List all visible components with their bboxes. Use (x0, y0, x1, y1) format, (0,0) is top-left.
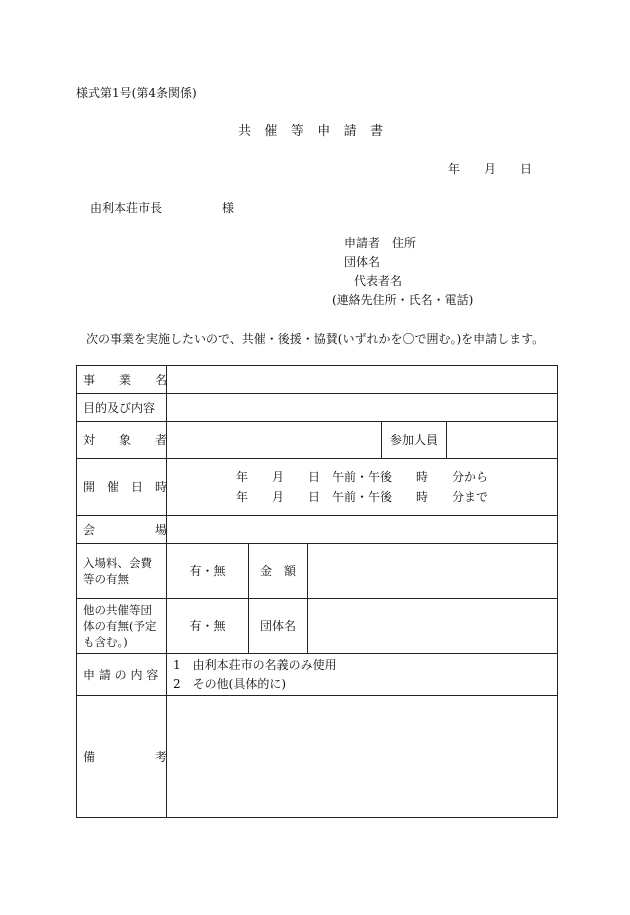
applicant-block (332, 234, 474, 310)
amount-field[interactable] (308, 544, 558, 599)
datetime-end: 年 月 日 午前・午後 時 分まで (236, 490, 489, 504)
amount-label: 金 額 (249, 544, 308, 599)
request-field[interactable] (167, 654, 558, 696)
addressee: 由利本荘市長 様 (90, 201, 235, 215)
row-datetime (77, 459, 558, 516)
intro-text: 次の事業を実施したいので、共催・後援・協賛(いずれかを〇で囲む。)を申請します。 (86, 332, 545, 346)
participants-field[interactable] (447, 422, 558, 459)
remarks-label: 備 考 (77, 696, 167, 818)
application-table (76, 365, 558, 818)
row-project-name (77, 366, 558, 394)
target-field[interactable] (167, 422, 382, 459)
fee-label: 入場料、会費等の有無 (77, 544, 167, 599)
purpose-label: 目的及び内容 (77, 394, 167, 422)
purpose-field[interactable] (167, 394, 558, 422)
project-name-label: 事 業 名 (77, 366, 167, 394)
applicant-contact-label: (連絡先住所・氏名・電話) (332, 293, 474, 307)
datetime-start: 年 月 日 午前・午後 時 分から (236, 470, 489, 484)
row-purpose (77, 394, 558, 422)
row-remarks (77, 696, 558, 818)
date-line: 年 月 日 (448, 162, 533, 176)
org-name-field[interactable] (308, 599, 558, 654)
remarks-field[interactable] (167, 696, 558, 818)
other-sponsor-label: 他の共催等団体の有無(予定も含む。) (77, 599, 167, 654)
request-item-1: 1 由利本荘市の名義のみ使用 (173, 657, 337, 672)
venue-field[interactable] (167, 516, 558, 544)
target-label: 対 象 者 (77, 422, 167, 459)
participants-label: 参加人員 (382, 422, 447, 459)
datetime-label: 開 催 日 時 (77, 459, 167, 516)
venue-label: 会 場 (77, 516, 167, 544)
applicant-org-label: 団体名 (344, 255, 381, 269)
applicant-address-label: 申請者 住所 (344, 236, 417, 250)
form-number: 様式第1号(第4条関係) (76, 86, 197, 100)
row-other-sponsor (77, 599, 558, 654)
row-venue (77, 516, 558, 544)
other-sponsor-choice[interactable]: 有・無 (167, 599, 249, 654)
fee-choice[interactable]: 有・無 (167, 544, 249, 599)
row-fee (77, 544, 558, 599)
request-label: 申 請 の 内 容 (77, 654, 167, 696)
row-target (77, 422, 558, 459)
request-item-2: 2 その他(具体的に) (173, 676, 286, 691)
row-request (77, 654, 558, 696)
datetime-field[interactable] (167, 459, 558, 516)
document-title: 共 催 等 申 請 書 (238, 124, 384, 139)
org-name-label: 団体名 (249, 599, 308, 654)
project-name-field[interactable] (167, 366, 558, 394)
applicant-representative-label: 代表者名 (354, 274, 403, 288)
